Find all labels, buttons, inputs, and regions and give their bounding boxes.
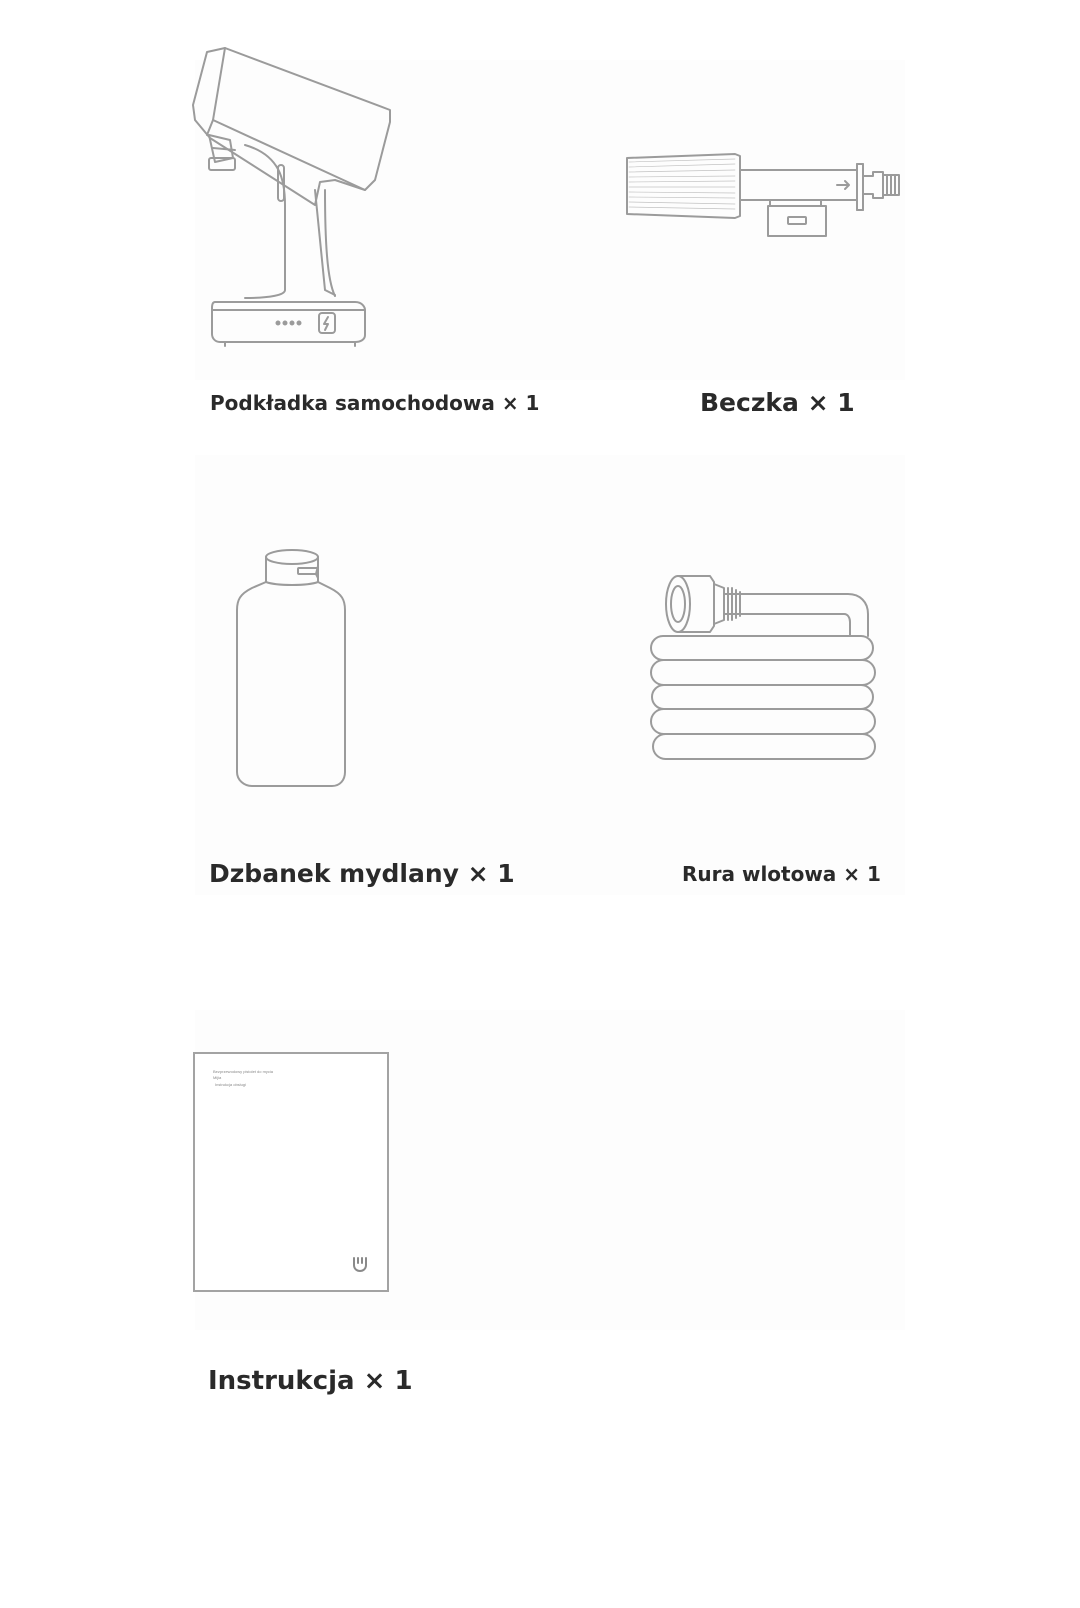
spray-barrel-icon	[625, 150, 910, 242]
manual-cover-title: Bezprzewodowy pistolet do mycia	[213, 1069, 274, 1074]
mijia-logo-icon	[351, 1255, 369, 1273]
item-label: Rura wlotowa × 1	[682, 862, 881, 886]
item-label: Podkładka samochodowa × 1	[210, 391, 540, 415]
item-label: Dzbanek mydlany × 1	[209, 859, 515, 888]
pressure-washer-gun-icon	[185, 40, 400, 350]
item-label: Instrukcja × 1	[208, 1366, 413, 1396]
manual-cover-brand: Mijia	[213, 1075, 222, 1080]
manual-cover-subtitle: Instrukcja obsługi	[215, 1082, 246, 1087]
coiled-hose-icon	[648, 570, 880, 765]
item-label: Beczka × 1	[700, 388, 855, 417]
soap-bottle-icon	[232, 544, 352, 792]
manual-booklet-icon	[193, 1052, 389, 1292]
